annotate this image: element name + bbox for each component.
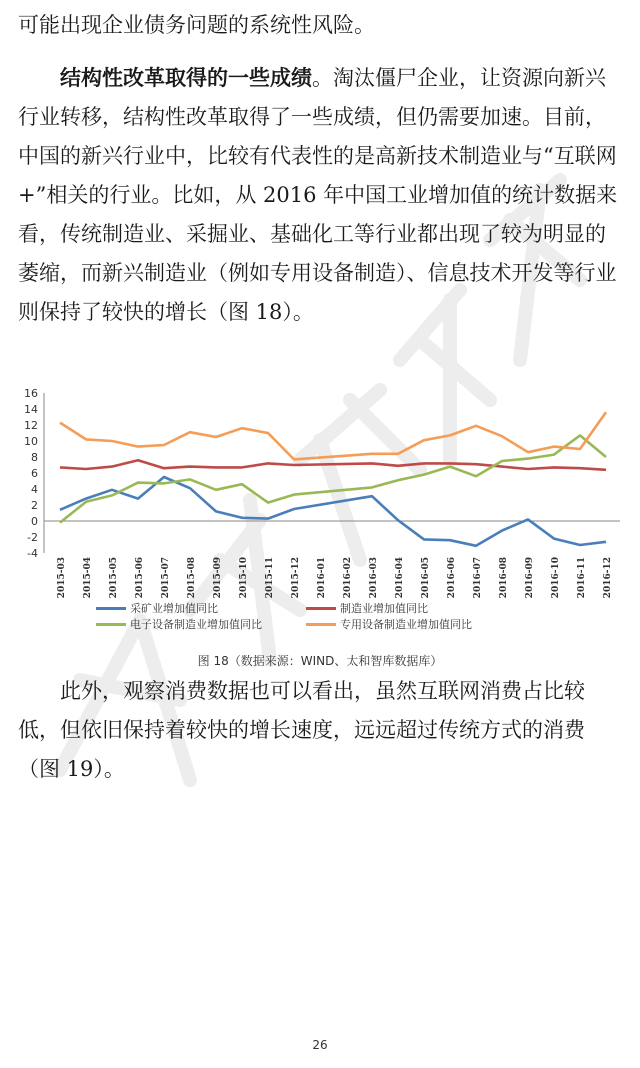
paragraph-text: 可能出现企业债务问题的系统性风险。 [18,13,375,37]
x-tick-label: 2015-08 [187,557,197,599]
x-tick-label: 2015-09 [213,557,223,599]
y-tick-label: -2 [27,531,38,544]
legend-label: 制造业增加值同比 [340,602,428,615]
x-tick-label: 2016-07 [473,557,483,599]
x-tick-label: 2015-04 [83,557,93,599]
series-line [60,412,606,459]
paragraph-intro-end [18,6,626,45]
x-tick-label: 2016-03 [369,557,379,599]
x-tick-label: 2016-01 [317,557,327,599]
figure-caption: 图 18（数据来源：WIND、太和智库数据库） [197,654,443,668]
x-tick-label: 2016-08 [499,557,509,599]
industry-growth-line-chart [0,375,640,635]
legend-item [306,616,472,632]
paragraph-text: 。淘汰僵尸企业，让资源向新兴行业转移，结构性改革取得了一些成绩，但仍需要加速。目前，中国的新兴行业中，比较有代表性的是高新技术制造业与“互联网+”相关的行业。比如，从 2016 年中国工业增加值的统计数据来看，传统制造业、采掘业、基础化工等行业都出现了较为明显的萎缩，而新兴制造业（例如专用设备制造）、信息技术开发等行业则保持了较快的增长（图 18）。 [18,66,618,324]
x-tick-label: 2015-07 [161,557,171,599]
plot-lines [60,412,606,546]
x-tick-label: 2015-03 [57,557,67,599]
y-tick-label: 8 [31,451,38,464]
x-tick-label: 2016-09 [525,557,535,599]
legend-swatch [306,607,336,610]
legend-label: 采矿业增加值同比 [130,602,218,615]
legend-swatch [306,623,336,626]
x-tick-label: 2016-02 [343,557,353,599]
x-tick-label: 2015-05 [109,557,119,599]
legend-label: 电子设备制造业增加值同比 [130,618,262,631]
y-tick-label: 0 [31,515,38,528]
x-tick-label: 2015-10 [239,557,249,599]
y-tick-label: 6 [31,467,38,480]
x-tick-label: 2015-11 [265,557,275,599]
legend-item [96,600,218,616]
x-axis [44,521,620,598]
legend-swatch [96,607,126,610]
y-axis [24,387,44,560]
legend-item [306,600,428,616]
x-tick-label: 2016-11 [577,557,587,599]
paragraph-text: 此外，观察消费数据也可以看出，虽然互联网消费占比较低，但依旧保持着较快的增长速度，远远超过传统方式的消费（图 19）。 [18,679,585,781]
series-line [60,477,606,546]
y-tick-label: 12 [24,419,38,432]
x-tick-label: 2016-05 [421,557,431,599]
x-tick-label: 2016-10 [551,557,561,599]
paragraph-heading-bold: 结构性改革取得的一些成绩 [60,65,312,90]
x-tick-label: 2016-04 [395,557,405,599]
x-tick-label: 2015-12 [291,557,301,599]
legend-swatch [96,623,126,626]
x-tick-label: 2016-06 [447,557,457,599]
page-number: 26 [312,1038,328,1052]
x-tick-label: 2016-12 [603,557,613,599]
paragraph-consumption [18,672,626,789]
y-tick-label: 4 [31,483,38,496]
y-tick-label: -4 [27,547,38,560]
paragraph-structural-reform [18,58,626,332]
series-line [60,460,606,470]
x-tick-label: 2015-06 [135,557,145,599]
legend-item [96,616,262,632]
y-tick-label: 14 [24,403,38,416]
y-tick-label: 10 [24,435,38,448]
legend-label: 专用设备制造业增加值同比 [340,618,472,631]
y-tick-label: 16 [24,387,38,400]
y-tick-label: 2 [31,499,38,512]
